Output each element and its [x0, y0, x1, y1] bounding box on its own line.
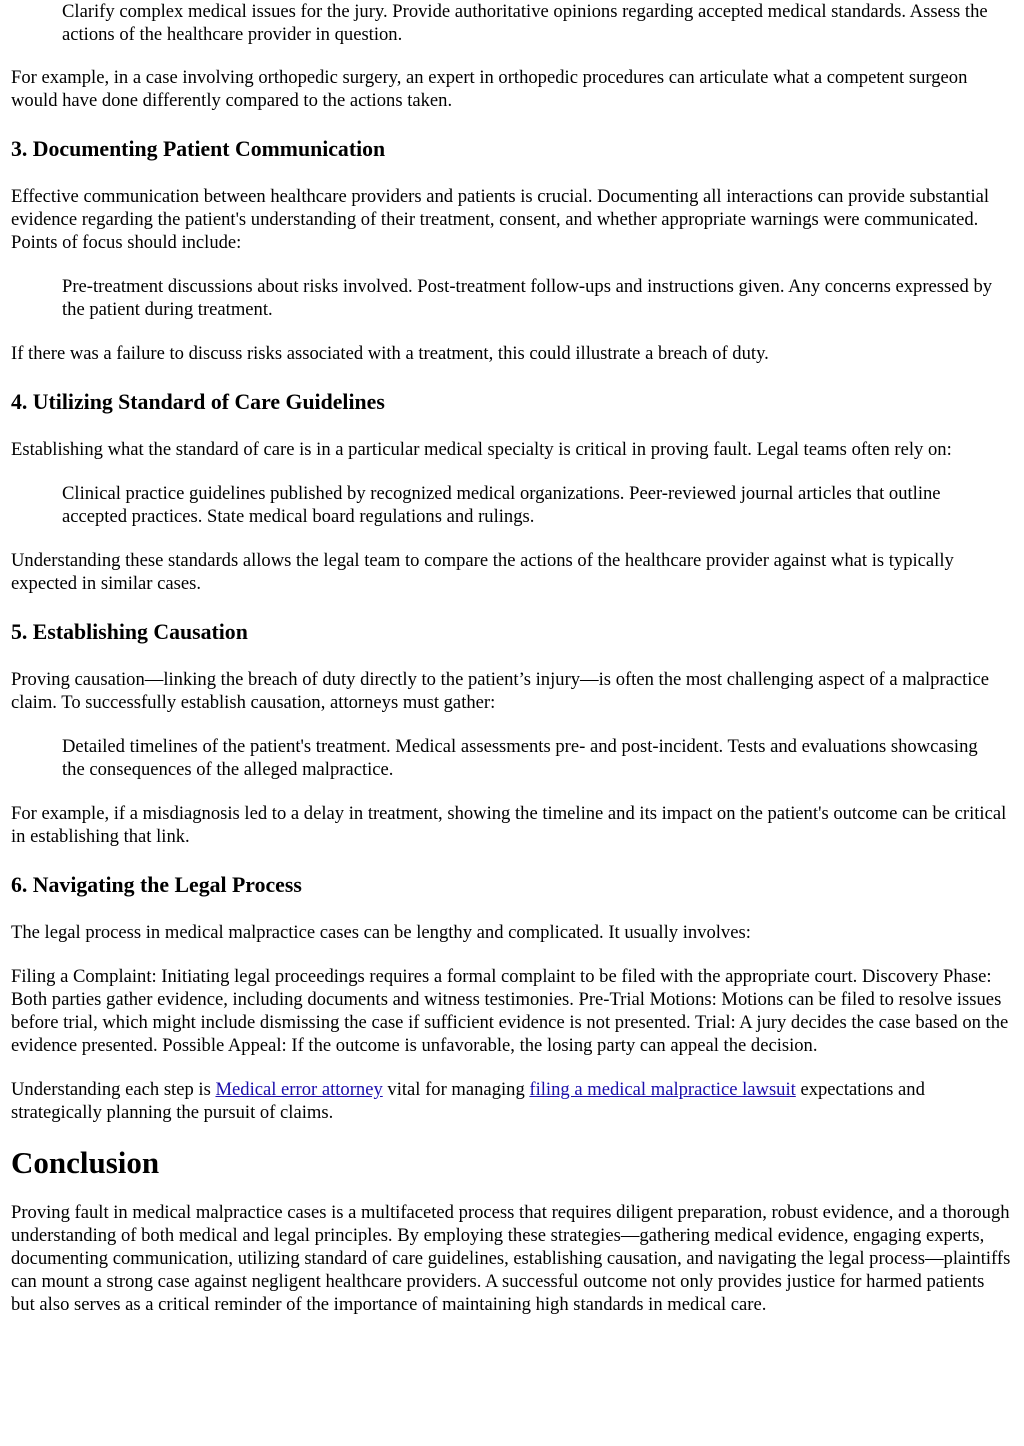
section-6-intro: The legal process in medical malpractice cases can be lengthy and complicated. It usually involves:	[11, 922, 751, 943]
section-6-list: Filing a Complaint: Initiating legal proceedings requires a formal complaint to be filed with the appropriate court. Discovery Phase: Both parties gather evidence, including documents and witness testimonies. Pre-Trial Motions: Motions can be filed to resolve issues before trial, which might include dismissing the case if sufficient evidence is not presented. Trial: A jury decides the case based on the evidence presented. Possible Appeal: If the outcome is unfavorable, the losing party can appeal the decision.	[11, 966, 1009, 1056]
section-4-note: Understanding these standards allows the legal team to compare the actions of the healthcare provider against what is typically expected in similar cases.	[11, 550, 954, 594]
section-3-note: If there was a failure to discuss risks associated with a treatment, this could illustrate a breach of duty.	[11, 343, 769, 364]
conclusion-heading: Conclusion	[11, 1145, 160, 1180]
conclusion-text: Proving fault in medical malpractice cases is a multifaceted process that requires diligent preparation, robust evidence, and a thorough understanding of both medical and legal principles. By employing these strategies—gathering medical evidence, engaging experts, documenting communication, utilizing standard of care guidelines, establishing causation, and navigating the legal process—plaintiffs can mount a strong case against negligent healthcare providers. A successful outcome not only provides justice for harmed patients but also serves as a critical reminder of the importance of maintaining high standards in medical care.	[11, 1202, 1011, 1315]
section-5-intro: Proving causation—linking the breach of duty directly to the patient’s injury—is often the most challenging aspect of a malpractice claim. To successfully establish causation, attorneys must gather:	[11, 669, 989, 713]
section-5-list: Detailed timelines of the patient's treatment. Medical assessments pre- and post-incident. Tests and evaluations showcasing the consequences of the alleged malpractice.	[62, 736, 978, 780]
filing-lawsuit-link[interactable]: filing a medical malpractice lawsuit	[529, 1079, 796, 1100]
section-5-heading: 5. Establishing Causation	[11, 620, 248, 644]
section-4-intro: Establishing what the standard of care is in a particular medical specialty is critical in proving fault. Legal teams often rely on:	[11, 439, 952, 460]
section-3-heading: 3. Documenting Patient Communication	[11, 137, 386, 161]
section-5-note: For example, if a misdiagnosis led to a delay in treatment, showing the timeline and its impact on the patient's outcome can be critical in establishing that link.	[11, 803, 1007, 847]
section-4-list: Clinical practice guidelines published by recognized medical organizations. Peer-reviewed journal articles that outline accepted practices. State medical board regulations and rulings.	[62, 483, 941, 527]
section-3-intro: Effective communication between healthcare providers and patients is crucial. Documenting all interactions can provide substantial evidence regarding the patient's understanding of their treatment, consent, and whether appropriate warnings were communicated. Points of focus should include:	[11, 186, 990, 253]
section-3-list: Pre-treatment discussions about risks involved. Post-treatment follow-ups and instructions given. Any concerns expressed by the patient during treatment.	[62, 276, 993, 320]
note-text-1: Understanding each step is	[11, 1079, 216, 1100]
experts-list: Clarify complex medical issues for the jury. Provide authoritative opinions regarding accepted medical standards. Assess the actions of the healthcare provider in question.	[62, 1, 988, 45]
note-text-2: vital for managing	[382, 1079, 530, 1100]
note-text-3: expectations and strategically planning the pursuit of claims.	[11, 1079, 925, 1123]
section-6-heading: 6. Navigating the Legal Process	[11, 873, 302, 897]
medical-error-attorney-link[interactable]: Medical error attorney	[215, 1079, 383, 1100]
section-6-note	[11, 1078, 1012, 1124]
experts-example: For example, in a case involving orthopedic surgery, an expert in orthopedic procedures can articulate what a competent surgeon would have done differently compared to the actions taken.	[11, 67, 968, 111]
section-4-heading: 4. Utilizing Standard of Care Guidelines	[11, 390, 385, 414]
